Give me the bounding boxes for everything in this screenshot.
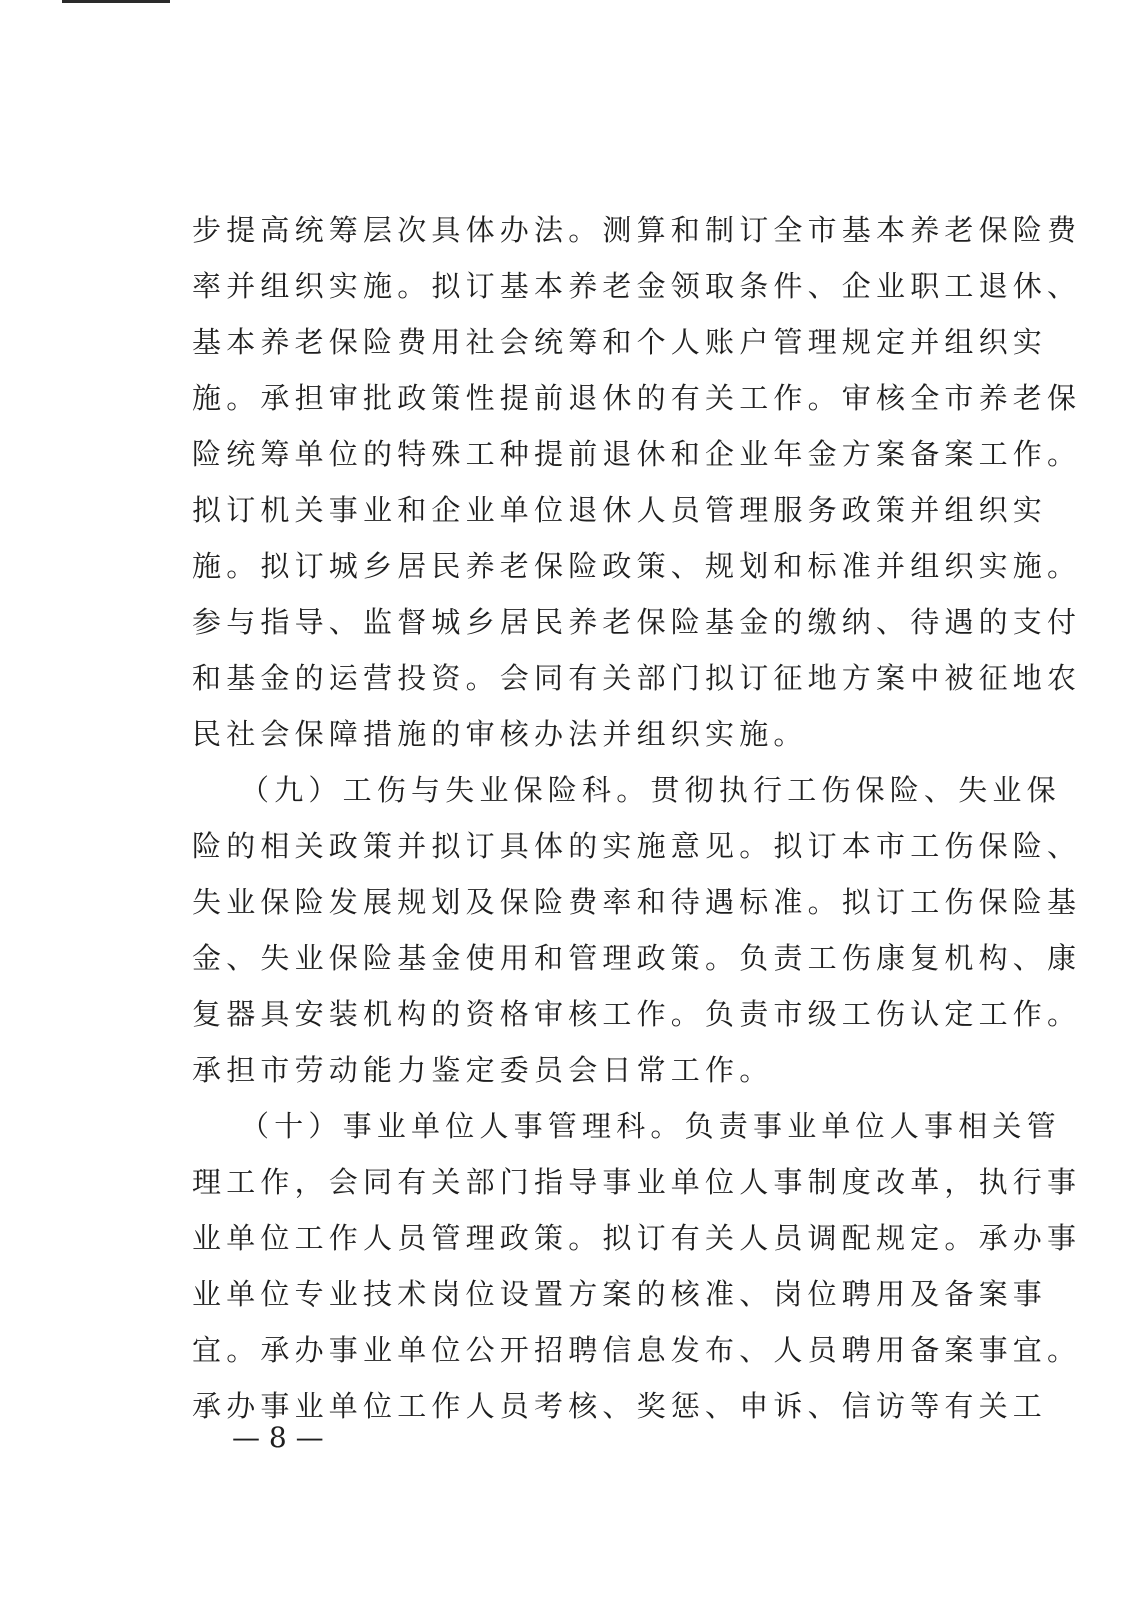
text-line: 复器具安装机构的资格审核工作。负责市级工伤认定工作。 xyxy=(192,997,1082,1031)
text-line: 施。拟订城乡居民养老保险政策、规划和标准并组织实施。 xyxy=(192,549,1082,583)
text-line: 施。承担审批政策性提前退休的有关工作。审核全市养老保 xyxy=(192,381,1082,415)
text-line: 率并组织实施。拟订基本养老金领取条件、企业职工退休、 xyxy=(192,269,1082,303)
text-line: 承担市劳动能力鉴定委员会日常工作。 xyxy=(192,1053,774,1087)
text-line: 和基金的运营投资。会同有关部门拟订征地方案中被征地农 xyxy=(192,661,1082,695)
section-heading-line: （九）工伤与失业保险科。贯彻执行工伤保险、失业保 xyxy=(240,773,1061,807)
text-line: 险的相关政策并拟订具体的实施意见。拟订本市工伤保险、 xyxy=(192,829,1082,863)
text-line: 险统筹单位的特殊工种提前退休和企业年金方案备案工作。 xyxy=(192,437,1082,471)
text-line: 参与指导、监督城乡居民养老保险基金的缴纳、待遇的支付 xyxy=(192,605,1082,639)
page-number: — 8 — xyxy=(232,1421,324,1454)
text-line: 宜。承办事业单位公开招聘信息发布、人员聘用备案事宜。 xyxy=(192,1333,1082,1367)
text-line: 业单位工作人员管理政策。拟订有关人员调配规定。承办事 xyxy=(192,1221,1082,1255)
text-line: 拟订机关事业和企业单位退休人员管理服务政策并组织实 xyxy=(192,493,1048,527)
text-line: 金、失业保险基金使用和管理政策。负责工伤康复机构、康 xyxy=(192,941,1082,975)
text-line: 失业保险发展规划及保险费率和待遇标准。拟订工伤保险基 xyxy=(192,885,1082,919)
section-heading-line: （十）事业单位人事管理科。负责事业单位人事相关管 xyxy=(240,1109,1061,1143)
text-line: 业单位专业技术岗位设置方案的核准、岗位聘用及备案事 xyxy=(192,1277,1048,1311)
text-line: 民社会保障措施的审核办法并组织实施。 xyxy=(192,717,808,751)
text-line: 步提高统筹层次具体办法。测算和制订全市基本养老保险费 xyxy=(192,213,1082,247)
text-line: 承办事业单位工作人员考核、奖惩、申诉、信访等有关工 xyxy=(192,1389,1048,1423)
top-border-rule xyxy=(62,0,170,3)
text-line: 基本养老保险费用社会统筹和个人账户管理规定并组织实 xyxy=(192,325,1048,359)
text-line: 理工作，会同有关部门指导事业单位人事制度改革，执行事 xyxy=(192,1165,1082,1199)
